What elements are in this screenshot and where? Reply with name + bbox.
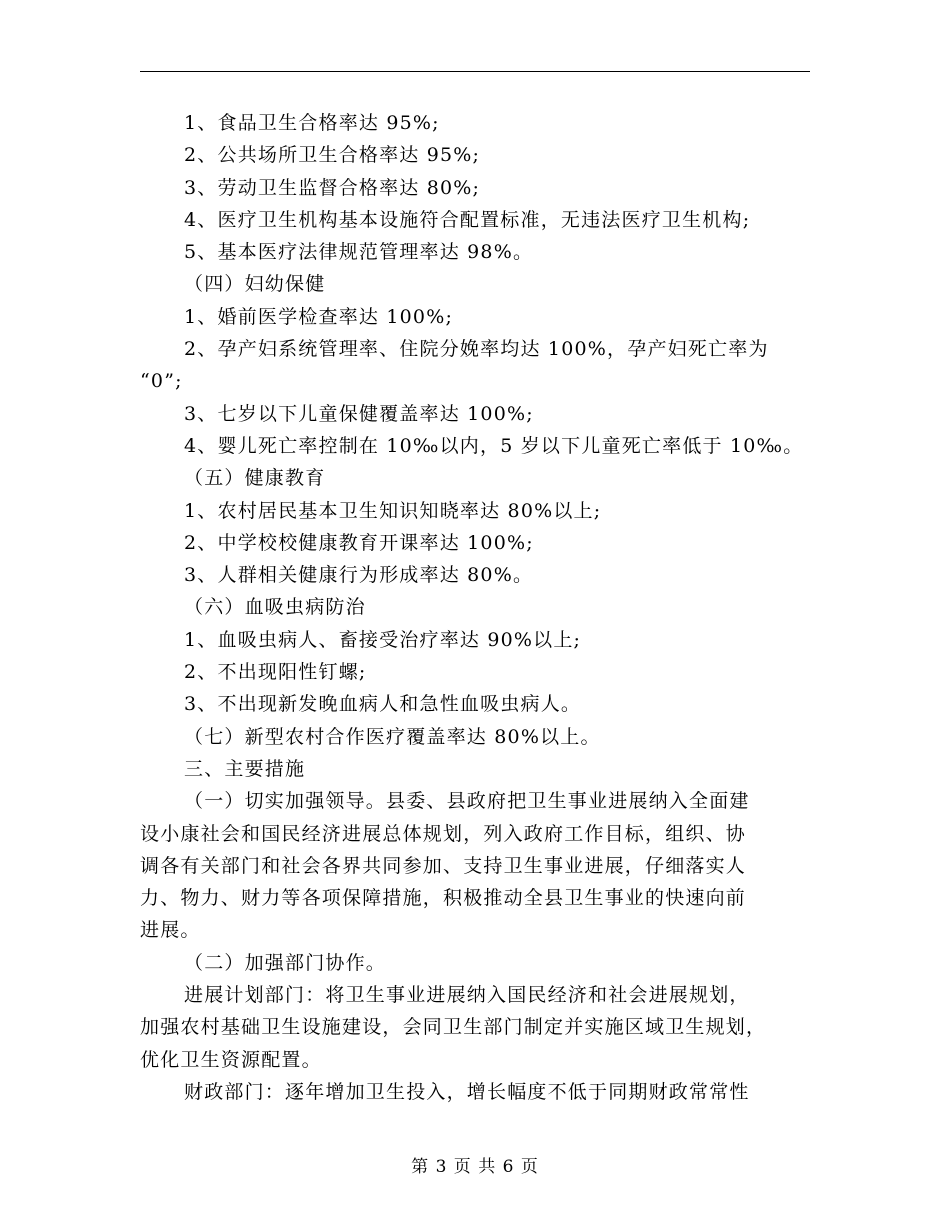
text-line: 加强农村基础卫生设施建设，会同卫生部门制定并实施区域卫生规划， [140,1016,767,1039]
text-line: 2、不出现阳性钉螺; [184,661,367,684]
text-line: （一）切实加强领导。县委、县政府把卫生事业进展纳入全面建 [184,790,750,813]
text-line: （二）加强部门协作。 [184,951,387,974]
text-line: （五）健康教育 [184,467,326,490]
text-line: 5、基本医疗法律规范管理率达 98%。 [184,241,534,264]
text-line: 4、婴儿死亡率控制在 10‰以内，5 岁以下儿童死亡率低于 10‰。 [184,434,804,457]
text-line: 3、劳动卫生监督合格率达 80%; [184,176,481,199]
text-line: 调各有关部门和社会各界共同参加、支持卫生事业进展，仔细落实人 [140,854,747,877]
text-line: 1、婚前医学检查率达 100%; [184,305,454,328]
text-line: 1、食品卫生合格率达 95%; [184,112,440,134]
text-line: 力、物力、财力等各项保障措施，积极推动全县卫生事业的快速向前 [140,887,747,910]
document-body [140,107,812,1108]
text-line: 财政部门：逐年增加卫生投入，增长幅度不低于同期财政常常性 [184,1080,750,1103]
text-line: 4、医疗卫生机构基本设施符合配置标准，无违法医疗卫生机构; [184,208,751,231]
text-line: 进展。 [140,919,201,942]
text-line: 三、主要措施 [184,757,306,780]
text-line: 2、孕产妇系统管理率、住院分娩率均达 100%，孕产妇死亡率为 [184,338,769,361]
text-line: （六）血吸虫病防治 [184,596,366,619]
text-line: 设小康社会和国民经济进展总体规划，列入政府工作目标，组织、协 [140,822,747,845]
text-line: （七）新型农村合作医疗覆盖率达 80%以上。 [184,725,601,748]
text-line: 3、人群相关健康行为形成率达 80%。 [184,564,534,587]
text-line: “0”; [140,370,183,393]
text-line: 3、不出现新发晚血病人和急性血吸虫病人。 [184,693,582,716]
text-line: 1、血吸虫病人、畜接受治疗率达 90%以上; [184,628,582,651]
text-line: 进展计划部门：将卫生事业进展纳入国民经济和社会进展规划， [184,984,750,1007]
text-line: 优化卫生资源配置。 [140,1048,322,1071]
text-line: 2、公共场所卫生合格率达 95%; [184,144,481,167]
text-line: （四）妇幼保健 [184,273,326,296]
header-rule [140,71,810,72]
page-footer: 第 3 页 共 6 页 [411,1157,539,1177]
text-line: 1、农村居民基本卫生知识知晓率达 80%以上; [184,499,602,522]
text-line: 2、中学校校健康教育开课率达 100%; [184,531,534,554]
text-line: 3、七岁以下儿童保健覆盖率达 100%; [184,402,534,425]
